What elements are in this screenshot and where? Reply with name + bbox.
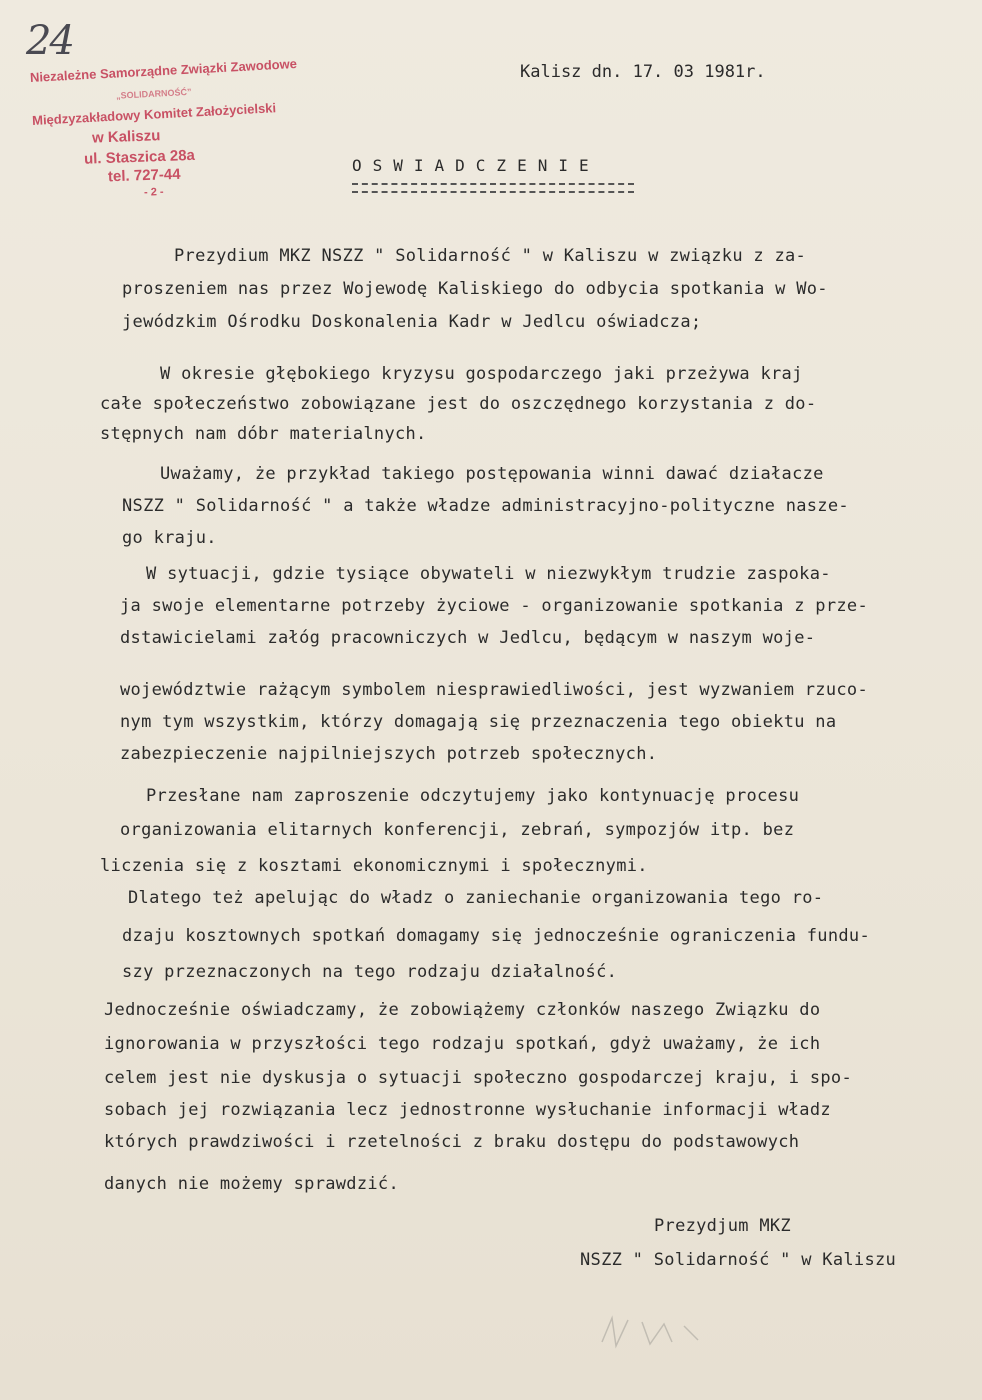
body-line: ignorowania w przyszłości tego rodzaju spotkań, gdyż uważamy, że ich — [104, 1034, 821, 1054]
stamp-line: Międzyzakładowy Komitet Założycielski — [31, 99, 277, 128]
body-line: dzaju kosztownych spotkań domagamy się jednocześnie ograniczenia fundu- — [122, 926, 870, 946]
signature-line: NSZZ " Solidarność " w Kaliszu — [580, 1250, 897, 1270]
document-title: OSWIADCZENIE — [352, 156, 600, 175]
stamp-line: ul. Staszica 28a — [83, 146, 196, 168]
body-line: Prezydium MKZ NSZZ " Solidarność " w Kaliszu w związku z za- — [174, 246, 807, 266]
signature-line: Prezydjum MKZ — [654, 1216, 791, 1236]
body-line: szy przeznaczonych na tego rodzaju działalność. — [122, 962, 618, 982]
title-underline — [352, 183, 634, 193]
body-line: NSZZ " Solidarność " a także władze administracyjno-polityczne nasze- — [122, 496, 849, 516]
body-line: Dlatego też apelując do władz o zaniechanie organizowania tego ro- — [128, 888, 824, 908]
body-line: proszeniem nas przez Wojewodę Kaliskiego do odbycia spotkania w Wo- — [122, 279, 828, 299]
dateline: Kalisz dn. 17. 03 1981r. — [520, 62, 766, 82]
pencil-mark-icon — [598, 1312, 718, 1352]
handwritten-number: 24 — [26, 18, 73, 64]
body-line: całe społeczeństwo zobowiązane jest do oszczędnego korzystania z do- — [100, 394, 817, 414]
body-line: sobach jej rozwiązania lecz jednostronne wysłuchanie informacji władz — [104, 1100, 831, 1120]
body-line: Uważamy, że przykład takiego postępowania winni dawać działacze — [160, 464, 824, 484]
stamp-line: Niezależne Samorządne Związki Zawodowe — [29, 56, 298, 85]
body-line: W sytuacji, gdzie tysiące obywateli w niezwykłym trudzie zaspoka- — [146, 564, 831, 584]
body-line: W okresie głębokiego kryzysu gospodarczego jaki przeżywa kraj — [160, 364, 803, 384]
body-line: nym tym wszystkim, którzy domagają się przeznaczenia tego obiektu na — [120, 712, 837, 732]
body-line: danych nie możemy sprawdzić. — [104, 1174, 399, 1194]
body-line: organizowania elitarnych konferencji, zebrań, sympozjów itp. bez — [120, 820, 795, 840]
body-line: ja swoje elementarne potrzeby życiowe - organizowanie spotkania z prze- — [120, 596, 868, 616]
body-line: których prawdziwości i rzetelności z braku dostępu do podstawowych — [104, 1132, 800, 1152]
stamp-line: „SOLIDARNOŚĆ” — [115, 87, 192, 102]
stamp-line: - 2 - — [143, 186, 164, 199]
body-line: go kraju. — [122, 528, 217, 548]
organization-stamp — [29, 56, 298, 199]
body-line: województwie rażącym symbolem niesprawiedliwości, jest wyzwaniem rzuco- — [120, 680, 868, 700]
stamp-line: w Kaliszu — [91, 126, 161, 147]
body-line: jewódzkim Ośrodku Doskonalenia Kadr w Jedlcu oświadcza; — [122, 312, 702, 332]
body-line: dstawicielami załóg pracowniczych w Jedlcu, będącym w naszym woje- — [120, 628, 816, 648]
body-line: zabezpieczenie najpilniejszych potrzeb społecznych. — [120, 744, 658, 764]
body-line: Przesłane nam zaproszenie odczytujemy jako kontynuację procesu — [146, 786, 800, 806]
body-line: stępnych nam dóbr materialnych. — [100, 424, 427, 444]
body-line: celem jest nie dyskusja o sytuacji społeczno gospodarczej kraju, i spo- — [104, 1068, 852, 1088]
body-line: liczenia się z kosztami ekonomicznymi i społecznymi. — [100, 856, 648, 876]
stamp-line: tel. 727-44 — [107, 166, 181, 186]
body-line: Jednocześnie oświadczamy, że zobowiążemy członków naszego Związku do — [104, 1000, 821, 1020]
